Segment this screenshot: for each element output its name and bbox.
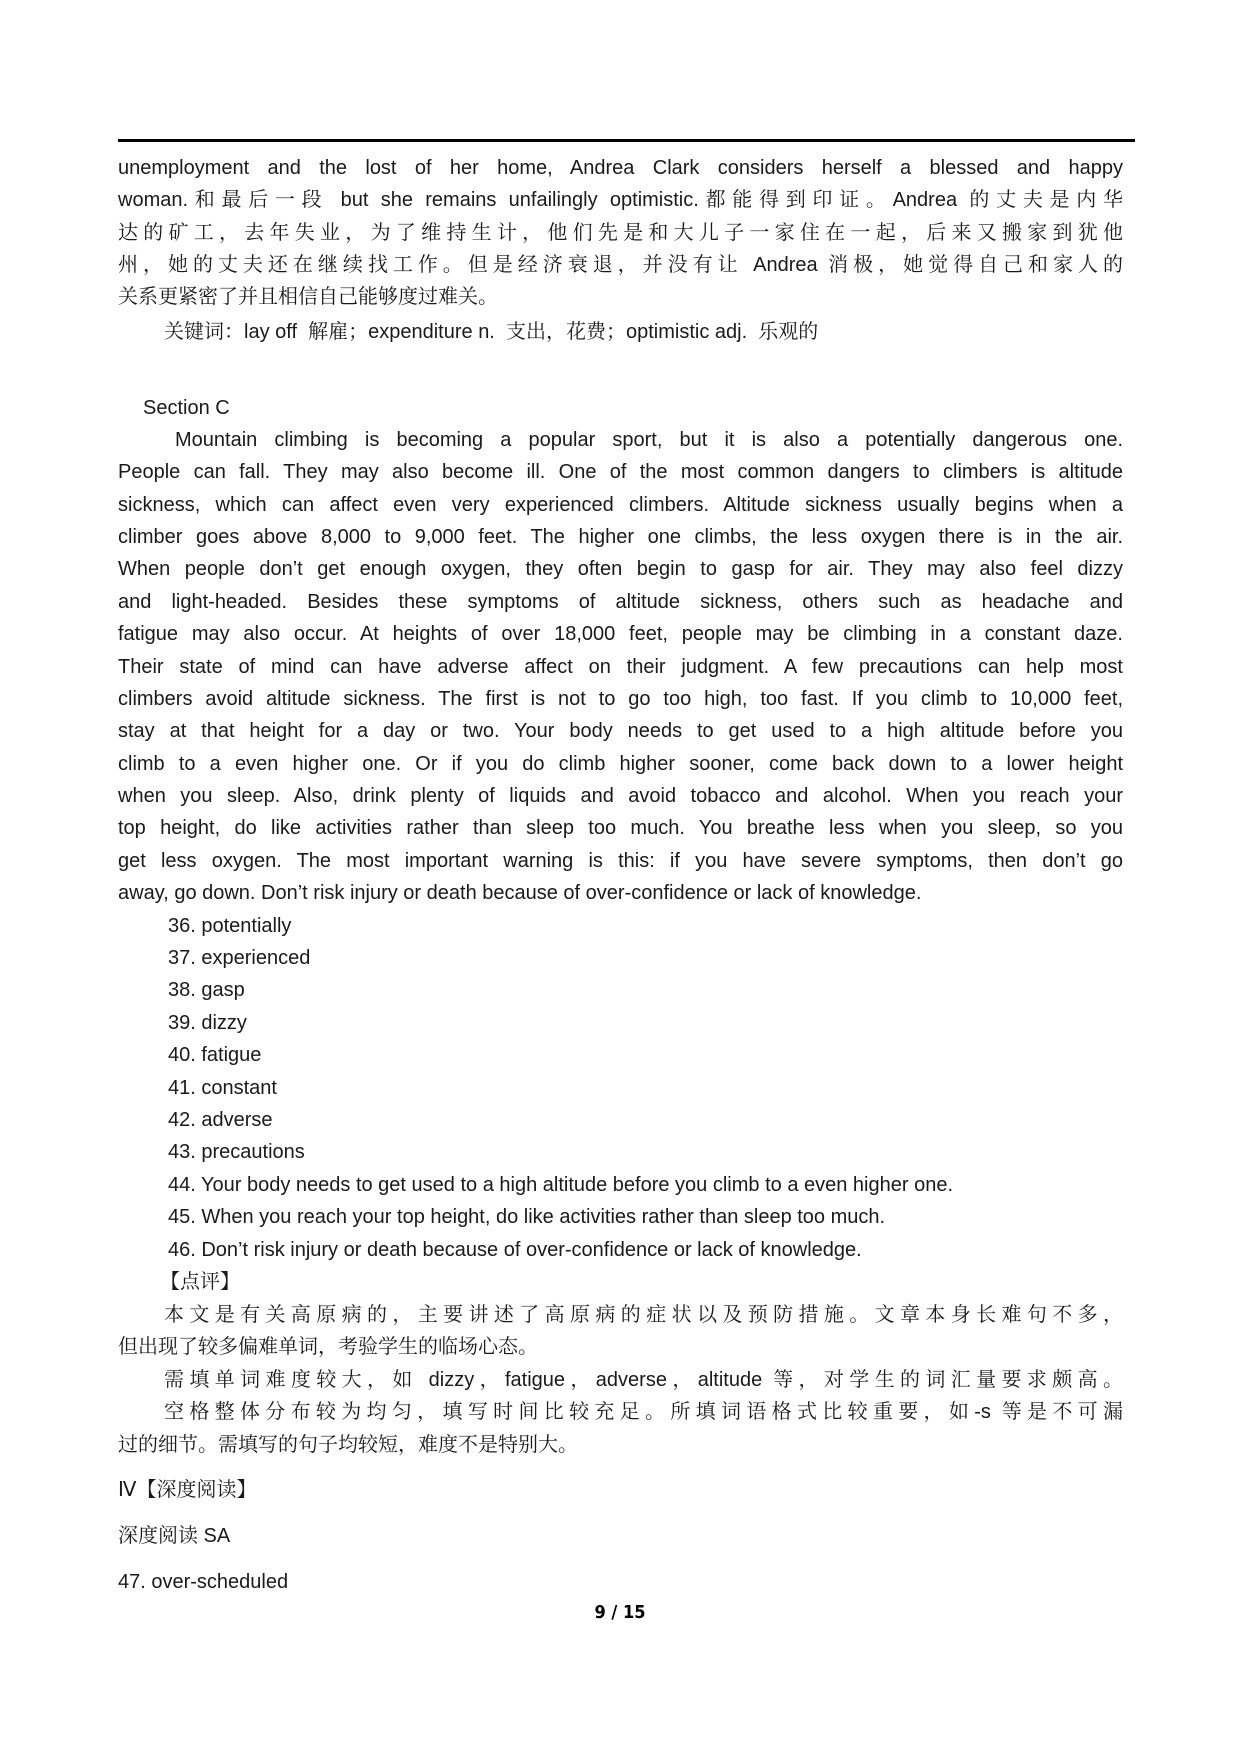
answer-item: 47. over-scheduled xyxy=(118,1571,289,1593)
section-iv-heading: Ⅳ【深度阅读】 xyxy=(118,1479,257,1501)
passage-line: When people don’t get enough oxygen, they often begin to gasp for air. They may also feel dizzy xyxy=(118,558,1123,580)
continued-paragraph-line: unemployment and the lost of her home, Andrea Clark considers herself a blessed and happy xyxy=(118,157,1123,179)
continued-paragraph-line: 关系更紧密了并且相信自己能够度过难关。 xyxy=(118,286,498,308)
passage-line: sickness, which can affect even very experienced climbers. Altitude sickness usually begins when a xyxy=(118,494,1123,516)
comment-line: 过的细节。需填写的句子均较短，难度不是特别大。 xyxy=(118,1434,578,1456)
section-iv-subheading: 深度阅读 SA xyxy=(118,1525,231,1547)
answer-item: 46. Don’t risk injury or death because of over-confidence or lack of knowledge. xyxy=(168,1239,862,1261)
comment-line: 本文是有关高原病的，主要讲述了高原病的症状以及预防措施。文章本身长难句不多， xyxy=(164,1304,1123,1326)
passage-line: Mountain climbing is becoming a popular sport, but it is also a potentially dangerous one. xyxy=(175,429,1123,451)
keywords-line: 关键词：lay off 解雇；expenditure n. 支出，花费；optimistic adj. 乐观的 xyxy=(164,321,819,343)
comment-line: 空格整体分布较为均匀，填写时间比较充足。所填词语格式比较重要，如-s 等是不可漏 xyxy=(164,1401,1123,1423)
passage-line: climb to a even higher one. Or if you do climb higher sooner, come back down to a lower height xyxy=(118,753,1123,775)
passage-line: stay at that height for a day or two. Your body needs to get used to a high altitude before you xyxy=(118,720,1123,742)
passage-line: when you sleep. Also, drink plenty of liquids and avoid tobacco and alcohol. When you reach your xyxy=(118,785,1123,807)
continued-paragraph-line: woman.和最后一段 but she remains unfailingly optimistic.都能得到印证。Andrea 的丈夫是内华 xyxy=(118,189,1123,211)
answer-item: 40. fatigue xyxy=(168,1044,262,1066)
passage-line: climbers avoid altitude sickness. The first is not to go too high, too fast. If you climb to 10,000 feet, xyxy=(118,688,1123,710)
passage-line: get less oxygen. The most important warning is this: if you have severe symptoms, then don’t go xyxy=(118,850,1123,872)
passage-line: climber goes above 8,000 to 9,000 feet. The higher one climbs, the less oxygen there is in the air. xyxy=(118,526,1123,548)
comment-line: 需填单词难度较大，如 dizzy，fatigue，adverse，altitude 等，对学生的词汇量要求颇高。 xyxy=(164,1369,1123,1391)
passage-line: fatigue may also occur. At heights of over 18,000 feet, people may be climbing in a constant daze. xyxy=(118,623,1123,645)
header-rule xyxy=(118,139,1135,142)
passage-line: top height, do like activities rather than sleep too much. You breathe less when you sleep, so you xyxy=(118,817,1123,839)
answer-item: 41. constant xyxy=(168,1077,277,1099)
answer-item: 37. experienced xyxy=(168,947,311,969)
passage-line: People can fall. They may also become ill. One of the most common dangers to climbers is altitude xyxy=(118,461,1123,483)
section-heading: Section C xyxy=(143,397,230,419)
passage-line: and light-headed. Besides these symptoms of altitude sickness, others such as headache and xyxy=(118,591,1123,613)
answer-item: 42. adverse xyxy=(168,1109,273,1131)
comment-line: 但出现了较多偏难单词，考验学生的临场心态。 xyxy=(118,1336,538,1358)
answer-item: 38. gasp xyxy=(168,979,245,1001)
passage-line: Their state of mind can have adverse affect on their judgment. A few precautions can help most xyxy=(118,656,1123,678)
continued-paragraph-line: 达的矿工，去年失业，为了维持生计，他们先是和大儿子一家住在一起，后来又搬家到犹他 xyxy=(118,222,1123,244)
answer-item: 45. When you reach your top height, do like activities rather than sleep too much. xyxy=(168,1206,886,1228)
comment-heading: 【点评】 xyxy=(160,1271,240,1293)
page-number: 9 / 15 xyxy=(594,1602,646,1623)
continued-paragraph-line: 州，她的丈夫还在继续找工作。但是经济衰退，并没有让 Andrea 消极，她觉得自己和家人的 xyxy=(118,254,1123,276)
passage-line: away, go down. Don’t risk injury or death because of over-confidence or lack of knowledge. xyxy=(118,882,922,904)
answer-item: 39. dizzy xyxy=(168,1012,247,1034)
answer-item: 36. potentially xyxy=(168,915,292,937)
answer-item: 44. Your body needs to get used to a high altitude before you climb to a even higher one. xyxy=(168,1174,954,1196)
answer-item: 43. precautions xyxy=(168,1141,305,1163)
